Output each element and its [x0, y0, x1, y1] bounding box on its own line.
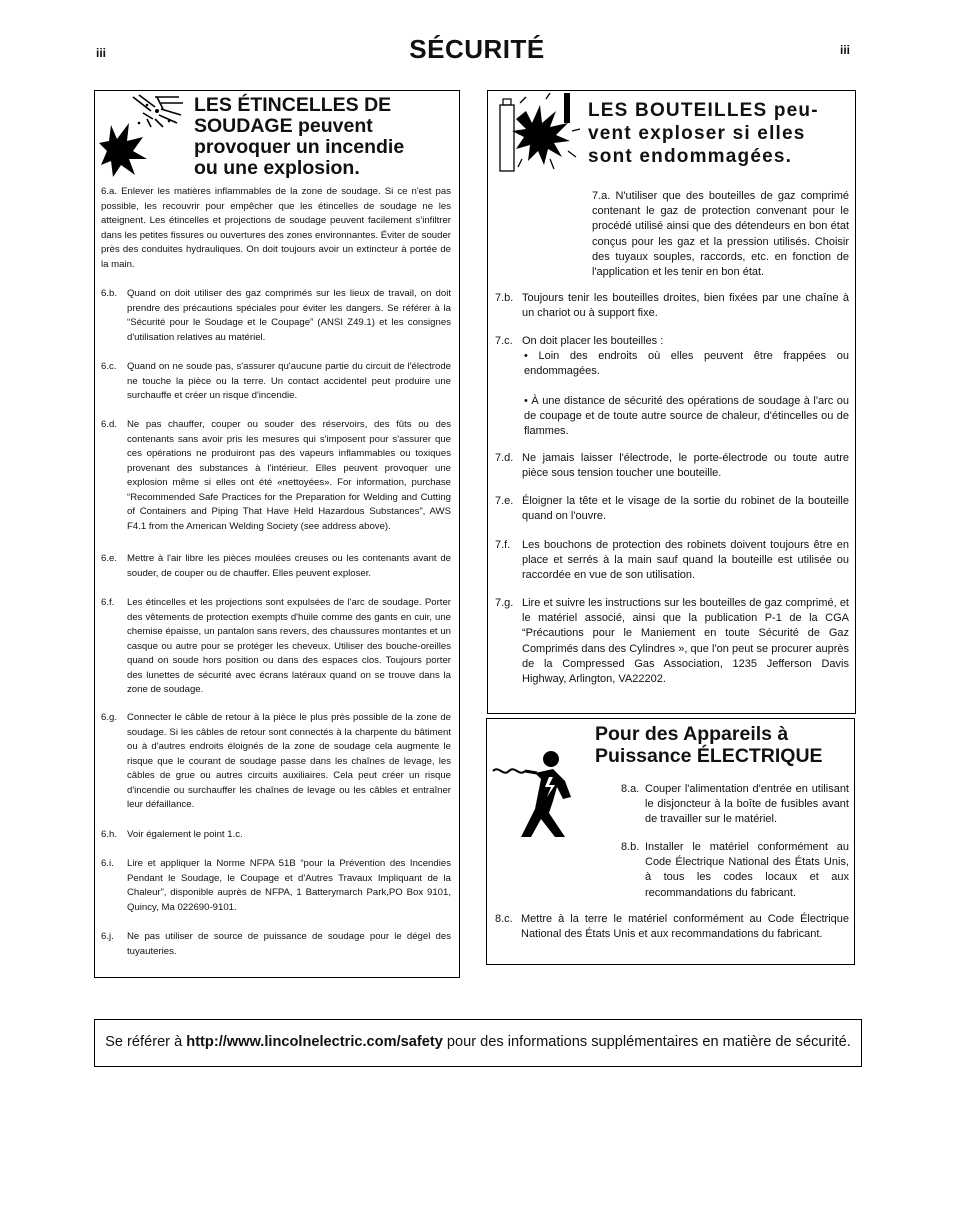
item-number: 6.g. — [101, 712, 118, 723]
list-item — [495, 912, 849, 942]
electrical-heading-line: Pour des Appareils à — [595, 723, 789, 745]
electrical-heading — [595, 723, 849, 767]
footer-prefix: Se référer à — [105, 1034, 187, 1050]
item-number: 6.c. — [101, 361, 117, 372]
item-number: 7.d. — [495, 452, 514, 464]
bullet-item: • À une distance de sécurité des opérations de soudage à l'arc ou de coupage et de toute autre source de chaleur, d'étincelles ou de flammes. — [524, 394, 849, 438]
item-number: 6.d. — [101, 419, 118, 430]
item-number: 7.b. — [495, 292, 514, 304]
item-text: Ne jamais laisser l'électrode, le porte-électrode ou toute autre pièce sous tension toucher une bouteille. — [522, 452, 849, 480]
list-item — [101, 596, 451, 698]
cylinders-warning-box — [487, 90, 856, 714]
item-text: Toujours tenir les bouteilles droites, bien fixées par une chaîne à un chariot ou à support fixe. — [522, 292, 849, 320]
list-item — [621, 782, 849, 828]
item-number: 8.b. — [621, 841, 640, 853]
cylinders-heading-line: vent exploser si elles — [588, 123, 806, 145]
safety-link[interactable]: http://www.lincolnelectric.com/safety — [186, 1034, 443, 1050]
page-number-left: iii — [96, 46, 107, 60]
item-text: Connecter le câble de retour à la pièce le plus près possible de la zone de soudage. Si les câbles de retour sont connectés à la charpente du bâtiment ou à d'autres endroits éloignés de la zone de soudage cela augmente le risque que le courant de soudage passe dans les chaînes de levage, les câbles de grue ou autres circuits auxiliaires. Cela peut créer un risque d'incendie ou surchauffer les chaînes de levage ou les câbles et entraîner leur défaillance. — [127, 712, 451, 810]
list-item — [101, 930, 451, 959]
item-number: 7.g. — [495, 597, 514, 609]
item-number: 6.a. — [101, 186, 118, 197]
item-text: Les bouchons de protection des robinets doivent toujours être en place et serrés à la main sauf quand la bouteille est utilisée ou raccordée en vue de son utilisation. — [522, 539, 849, 582]
item-number: 6.h. — [101, 829, 118, 840]
sparks-warning-box — [94, 90, 460, 978]
list-item — [101, 185, 451, 272]
item-number: 6.i. — [101, 858, 114, 869]
bullet-item: • Loin des endroits où elles peuvent être frappées ou endommagées. — [524, 350, 849, 378]
electrical-warning-box — [486, 718, 855, 965]
item-text: Enlever les matières inflammables de la zone de soudage. Si ce n'est pas possible, les recouvrir pour empêcher que les étincelles de soudage ne les atteignent. Les étincelles et projections de soudage peuvent facilement s'infiltrer dans les petites fissures ou ouvertures des zones environnantes. Éviter de souder près des conduites hydrauliques. On doit toujours avoir un extincteur à portée de la main. — [101, 186, 451, 270]
item-text: Quand on ne soude pas, s'assurer qu'aucune partie du circuit de l'électrode ne touche la pièce ou la terre. Un contact accidentel peut produire une surchauffe et créer un risque d'incendie. — [127, 361, 451, 401]
list-item — [495, 451, 849, 481]
page-title: SÉCURITÉ — [409, 34, 545, 64]
electric-shock-icon — [491, 747, 585, 839]
list-item — [495, 189, 849, 280]
cylinders-heading — [588, 99, 850, 169]
item-text: Quand on doit utiliser des gaz comprimés sur les lieux de travail, on doit prendre des précautions spéciales pour éviter les dangers. Se référer à la “Sécurité pour le Soudage et le Coupage” (ANSI Z49.1) et les consignes d'utilisation relatives au matériel. — [127, 288, 451, 343]
safety-link-box — [94, 1019, 862, 1067]
item-text: Ne pas utiliser de source de puissance de soudage pour le dégel des tuyauteries. — [127, 931, 451, 957]
item-number: 6.j. — [101, 931, 114, 942]
list-item — [101, 711, 451, 813]
item-number: 7.a. — [592, 190, 611, 202]
item-text: Voir également le point 1.c. — [127, 829, 243, 840]
footer-suffix: pour des informations supplémentaires en matière de sécurité. — [442, 1034, 851, 1050]
item-text: Installer le matériel conformément au Code Électrique National des États Unis, à tous les codes locaux et aux recommandations du fabricant. — [645, 841, 849, 899]
page-number-right: iii — [840, 43, 851, 57]
item-text: Mettre à l'air libre les pièces moulées creuses ou les contenants avant de souder, de couper ou de chauffer. Elles peuvent exploser. — [127, 553, 451, 579]
list-item — [495, 596, 849, 687]
list-item — [101, 287, 451, 345]
list-item — [621, 840, 849, 901]
sparks-heading-line: SOUDAGE peuvent — [194, 115, 373, 138]
item-text: Couper l'alimentation d'entrée en utilisant le disjoncteur à la boîte de fusibles avant de travailler sur le matériel. — [645, 783, 849, 826]
item-text: Ne pas chauffer, couper ou souder des réservoirs, des fûts ou des contenants sans avoir pris les mesures qui s'imposent pour s'assurer que ces opérations ne produiront pas des vapeurs inflammables ou toxiques provenant des substances à l'intérieur. Elles peuvent provoquer une explosion même si elles ont été «nettoyées». For information, purchase “Recommended Safe Practices for the Preparation for Welding and Cutting of Containers and Piping That Have Held Hazardous Substances”, AWS F4.1 from the American Welding Society (see address above). — [127, 419, 451, 532]
item-text: Les étincelles et les projections sont expulsées de l'arc de soudage. Porter des vêtements de protection exempts d'huile comme des gants en cuir, une chemise épaisse, un pantalon sans revers, des chaussures montantes et un casque ou autre pour se protéger les cheveux. Utiliser des bouche-oreilles quand on soude hors position ou dans des espaces clos. Toujours porter des lunettes de sécurité avec écrans latéraux quand on se trouve dans la zone de soudage. — [127, 597, 451, 695]
item-text: Éloigner la tête et le visage de la sortie du robinet de la bouteille quand on l'ouvre. — [522, 495, 849, 523]
item-number: 6.f. — [101, 597, 115, 608]
list-item — [495, 334, 849, 439]
cylinders-heading-line: LES BOUTEILLES peu- — [588, 100, 819, 121]
cylinders-heading-line: sont endommagées. — [588, 146, 793, 168]
sparks-heading-line: LES ÉTINCELLES DE — [194, 94, 392, 116]
sparks-heading-line: ou une explosion. — [194, 157, 360, 180]
list-item — [101, 857, 451, 915]
footer-text — [95, 1034, 861, 1050]
list-item — [101, 418, 451, 534]
cylinder-explosion-icon — [498, 93, 582, 173]
sparks-heading — [194, 95, 458, 179]
item-text: N'utiliser que des bouteilles de gaz comprimé contenant le gaz de protection convenant pour le procédé utilisé ainsi que des détendeurs en bon état conçus pour les gaz et la pression utilisés. Choisir des tuyaux souples, raccords, etc. en fonction de l'application et les tenir en bon état. — [592, 190, 849, 279]
electrical-heading-line: Puissance ÉLECTRIQUE — [595, 745, 823, 768]
item-number: 6.e. — [101, 553, 118, 564]
item-number: 8.c. — [495, 913, 513, 925]
list-item — [101, 360, 451, 404]
item-text: Lire et suivre les instructions sur les bouteilles de gaz comprimé, et le matériel associé, ainsi que la publication P-1 de la CGA “Précautions pour le Maniement en toute Sécurité de Gaz Comprimés dans des Cylindres », que l'on peut se procurer auprès de la Compressed Gas Association, 1235 Jefferson Davis Highway, Arlington, VA22202. — [522, 597, 849, 686]
item-text: On doit placer les bouteilles : — [522, 335, 664, 347]
welding-sparks-explosion-icon — [99, 93, 189, 177]
item-text: Mettre à la terre le matériel conformément au Code Électrique National des États Unis et aux recommandations du fabricant. — [521, 913, 849, 941]
item-number: 6.b. — [101, 288, 118, 299]
item-number: 7.c. — [495, 335, 513, 347]
list-item — [101, 552, 451, 581]
item-number: 7.f. — [495, 539, 511, 551]
list-item — [495, 291, 849, 321]
item-number: 7.e. — [495, 495, 514, 507]
item-number: 8.a. — [621, 783, 640, 795]
item-text: Lire et appliquer la Norme NFPA 51B “pour la Prévention des Incendies Pendant le Soudage, le Coupage et d'Autres Travaux Impliquant de la Chaleur”, disponible auprès de NFPA, 1 Batterymarch Park,PO Box 9101, Quincy, Ma 022690-9101. — [127, 858, 451, 913]
sparks-heading-line: provoquer un incendie — [194, 136, 405, 159]
list-item — [101, 828, 451, 843]
list-item — [495, 538, 849, 584]
list-item — [495, 494, 849, 524]
